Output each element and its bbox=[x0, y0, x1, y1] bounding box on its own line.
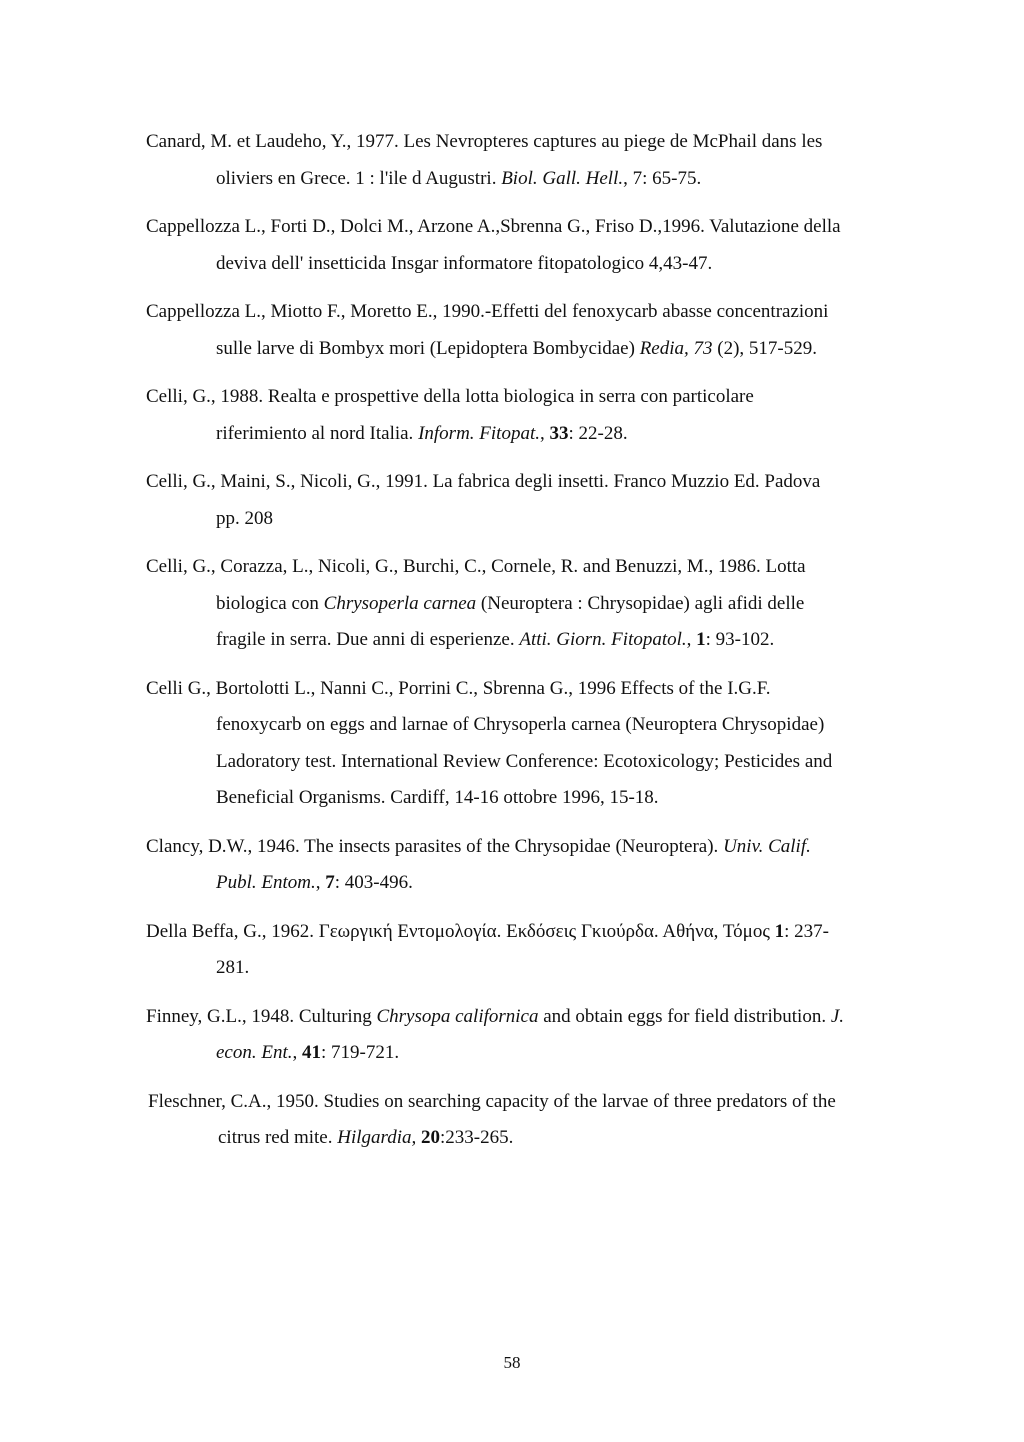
volume-number: 20 bbox=[421, 1127, 440, 1148]
citation-details: , 7: 65-75. bbox=[623, 167, 702, 189]
volume-number: 1 bbox=[696, 629, 706, 650]
volume-number: 41 bbox=[302, 1042, 322, 1063]
reference-list bbox=[146, 124, 846, 1169]
volume-number: 7 bbox=[325, 872, 335, 893]
citation-separator: , bbox=[315, 872, 326, 893]
reference-text: Canard, M. et Laudeho, Y., 1977. Les Nevropteres captures au piege de McPhail dans les oliviers en Grece. 1 : l'ile d Augustri. bbox=[146, 131, 823, 189]
page-number: 58 bbox=[503, 1353, 521, 1372]
page-range: : 403-496. bbox=[334, 872, 413, 893]
reference-text: Celli, G., Corazza, L., Nicoli, G., Burchi, C., Cornele, R. and Benuzzi, M., 1986. Lotta biologica con bbox=[146, 556, 806, 614]
citation-separator: , bbox=[292, 1042, 303, 1063]
citation-details: (2), 517-529. bbox=[712, 337, 818, 359]
reference-cappellozza-1990 bbox=[146, 294, 846, 367]
citation-separator: , bbox=[686, 629, 697, 650]
page-range: : 719-721. bbox=[321, 1042, 400, 1063]
reference-text-continued: (Neuroptera : Chrysopidae) agli afidi delle fragile in serra. Due anni di esperienze. bbox=[216, 592, 805, 650]
journal-title: Atti. Giorn. Fitopatol. bbox=[519, 629, 687, 650]
journal-title: Univ. Calif. Publ. Entom. bbox=[216, 835, 811, 893]
reference-text: Finney, G.L., 1948. Culturing bbox=[146, 1005, 377, 1027]
reference-canard-1977 bbox=[146, 124, 846, 197]
volume-number: 33 bbox=[549, 422, 569, 444]
reference-text: Fleschner, C.A., 1950. Studies on searching capacity of the larvae of three predators of the citrus red mite. bbox=[148, 1090, 836, 1148]
page-range: : 93-102. bbox=[705, 629, 775, 650]
reference-text: Clancy, D.W., 1946. The insects parasites of the Chrysopidae (Neuroptera). bbox=[146, 835, 724, 857]
species-name: Chrysopa californica bbox=[376, 1005, 539, 1027]
page-range: : 22-28. bbox=[568, 422, 628, 444]
reference-text: Della Beffa, G., 1962. Γεωργική Εντομολογία. Εκδόσεις Γκιούρδα. Αθήνα, Τόμος bbox=[146, 920, 775, 942]
journal-title: Redia, 73 bbox=[639, 337, 713, 359]
volume-number: 1 bbox=[774, 920, 785, 942]
journal-title: Inform. Fitopat. bbox=[418, 422, 540, 444]
reference-text: Cappellozza L., Forti D., Dolci M., Arzone A.,Sbrenna G., Friso D.,1996. Valutazione della deviva dell' insetticida Insgar informatore fitopatologico 4,43-47. bbox=[146, 216, 841, 274]
species-name: Chrysoperla carnea bbox=[323, 592, 477, 614]
reference-finney-1948 bbox=[146, 999, 846, 1072]
reference-text-continued: and obtain eggs for field distribution. bbox=[538, 1005, 831, 1027]
reference-cappellozza-1996 bbox=[146, 209, 846, 282]
reference-clancy-1946 bbox=[146, 829, 846, 902]
page-range: : 237-281. bbox=[216, 920, 829, 978]
reference-della-beffa-1962 bbox=[146, 914, 846, 987]
reference-text: Celli, G., 1988. Realta e prospettive della lotta biologica in serra con particolare riferimiento al nord Italia. bbox=[146, 386, 754, 444]
citation-separator: , bbox=[539, 422, 550, 444]
reference-text: Celli, G., Maini, S., Nicoli, G., 1991. La fabrica degli insetti. Franco Muzzio Ed. Padova pp. 208 bbox=[146, 471, 821, 529]
journal-title: J. econ. Ent. bbox=[216, 1005, 845, 1063]
reference-text: Cappellozza L., Miotto F., Moretto E., 1990.-Effetti del fenoxycarb abasse concentrazioni sulle larve di Bombyx mori (Lepidoptera Bombycidae) bbox=[146, 301, 829, 359]
reference-text: Celli G., Bortolotti L., Nanni C., Porrini C., Sbrenna G., 1996 Effects of the I.G.F. fenoxycarb on eggs and larnae of Chrysoperla carnea (Neuroptera Chrysopidae) Ladoratory test. International Review Conference: Ecotoxicology; Pesticides and Beneficial Organisms. Cardiff, 14-16 ottobre 1996, 15-18. bbox=[146, 677, 833, 808]
reference-celli-1996 bbox=[146, 671, 846, 817]
journal-title: Hilgardia, bbox=[337, 1127, 417, 1148]
reference-celli-1991 bbox=[146, 464, 846, 537]
reference-celli-1988 bbox=[146, 379, 846, 452]
reference-celli-1986 bbox=[146, 549, 846, 659]
reference-fleschner-1950 bbox=[148, 1084, 846, 1157]
journal-title: Biol. Gall. Hell. bbox=[501, 167, 624, 189]
page-range: :233-265. bbox=[440, 1127, 514, 1148]
